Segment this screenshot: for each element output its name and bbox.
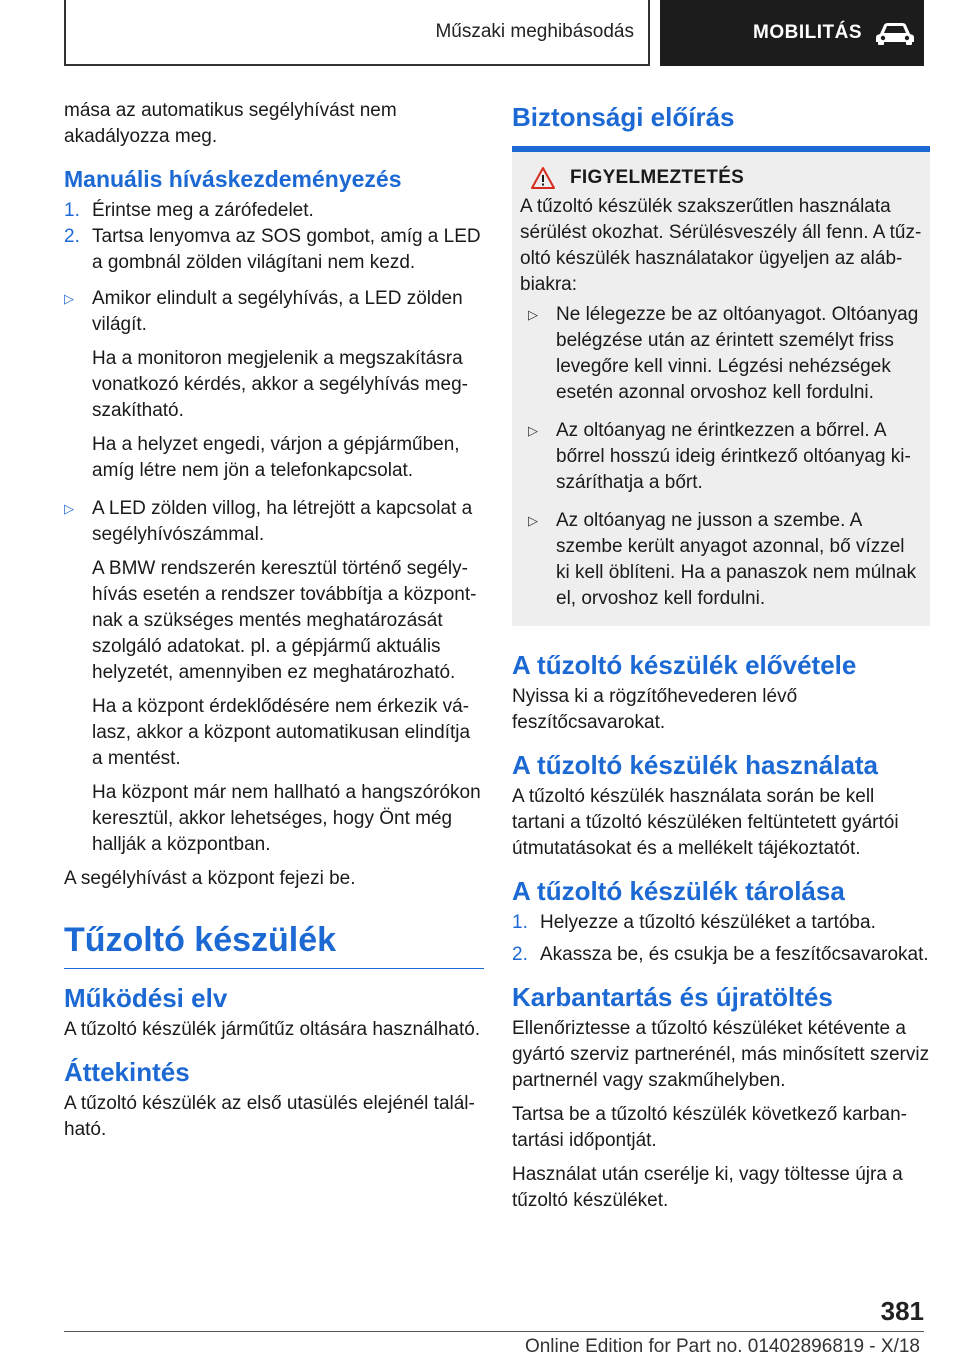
- triangle-bullet-icon: ▷: [528, 513, 538, 528]
- step-text: Tartsa lenyomva az SOS gombot, amíg a LED a gombnál zölden világítani nem kezd.: [92, 226, 481, 273]
- warning-bullet: [520, 418, 922, 504]
- use-heading: A tűzoltó készülék használata: [512, 750, 879, 780]
- page-header: [64, 0, 924, 66]
- closing-text: A segélyhívást a központ fejezi be.: [64, 868, 356, 889]
- section-tab: [64, 0, 650, 66]
- storage-steps: [512, 910, 930, 968]
- warning-bullet: [520, 508, 922, 612]
- chapter-title: MOBILITÁS: [753, 22, 862, 43]
- page-number: 381: [880, 1296, 924, 1326]
- edition-text: Online Edition for Part no. 01402896819 - X/18: [524, 1336, 920, 1357]
- list-item: [512, 910, 930, 936]
- intro-text: mása az automatikus segélyhívást nem akadályozza meg.: [64, 100, 397, 147]
- manual-call-heading: Manuális híváskezdeményezés: [64, 166, 402, 192]
- triangle-bullet-icon: ▷: [64, 291, 74, 306]
- bullet-text: Ha központ már nem hallható a hangszórókon keresztül, akkor lehetséges, hogy Önt még hallják a központban.: [92, 782, 481, 855]
- overview-heading: Áttekintés: [64, 1057, 190, 1087]
- principle-heading: Működési elv: [64, 983, 228, 1013]
- step-text: Érintse meg a zárófedelet.: [92, 200, 314, 221]
- bullet-text: Ha a központ érdeklődésére nem érkezik válasz, akkor a központ automatikusan elindítja a mentést.: [92, 696, 471, 769]
- bullet-item: [64, 496, 484, 866]
- chapter-tab[interactable]: [660, 0, 924, 66]
- triangle-bullet-icon: ▷: [64, 501, 74, 516]
- left-column: [64, 98, 484, 1151]
- page-title: Tűzoltó készülék: [64, 920, 484, 969]
- list-item: [512, 942, 930, 968]
- bullet-text: Amikor elindult a segélyhívás, a LED zölden világít.: [92, 288, 463, 335]
- car-icon: [874, 20, 916, 46]
- bullet-text: Az oltóanyag ne jusson a szembe. A szembe került anyagot azonnal, bő vízzel ki kell öblíteni. Ha a panaszok nem múlnak el, orvoshoz kell fordulni.: [556, 510, 917, 609]
- triangle-bullet-icon: ▷: [528, 423, 538, 438]
- right-column: [512, 98, 930, 1222]
- step-number: 1.: [512, 912, 528, 933]
- removal-text: Nyissa ki a rögzítőhevederen lévő feszítőcsavarokat.: [512, 686, 798, 733]
- section-title: Műszaki meghibásodás: [435, 21, 634, 42]
- list-item: [64, 198, 484, 224]
- removal-heading: A tűzoltó készülék elővétele: [512, 650, 857, 680]
- maintenance-text: Használat után cserélje ki, vagy töltesse újra a tűzoltó készüléket.: [512, 1164, 903, 1211]
- bullet-text: Ha a helyzet engedi, várjon a gépjárműben, amíg létre nem jön a telefonkapcsolat.: [92, 434, 460, 481]
- maintenance-text: Tartsa be a tűzoltó készülék következő karbantartási időpontját.: [512, 1104, 907, 1151]
- step-number: 1.: [64, 200, 80, 221]
- step-text: Akassza be, és csukja be a feszítőcsavarokat.: [540, 944, 929, 965]
- warning-box: [512, 152, 930, 626]
- warning-header: [520, 166, 922, 190]
- footer-divider: [64, 1331, 924, 1332]
- bullet-item: [64, 286, 484, 492]
- list-item: [64, 224, 484, 276]
- step-number: 2.: [64, 226, 80, 247]
- storage-heading: A tűzoltó készülék tárolása: [512, 876, 845, 906]
- maintenance-heading: Karbantartás és újratöltés: [512, 982, 833, 1012]
- principle-text: A tűzoltó készülék járműtűz oltására használható.: [64, 1019, 481, 1040]
- bullet-text: A LED zölden villog, ha létrejött a kapcsolat a segélyhívószámmal.: [92, 498, 473, 545]
- use-text: A tűzoltó készülék használata során be kell tartani a tűzoltó készüléken feltüntetett gyártói útmutatásokat és a mellékelt tájékoztatót.: [512, 786, 899, 859]
- overview-text: A tűzoltó készülék az első utasülés elejénél található.: [64, 1093, 475, 1140]
- warning-title: FIGYELMEZTETÉS: [570, 167, 745, 188]
- step-number: 2.: [512, 944, 528, 965]
- maintenance-text: Ellenőriztesse a tűzoltó készüléket kétévente a gyártó szerviz partnerénél, más minősített szerviz partnernél vagy szakműhelyben.: [512, 1018, 930, 1091]
- bullet-text: Ne lélegezze be az oltóanyagot. Oltóanyag belégzése után az érintett személyt friss levegőre kell vinni. Légzési nehézségek esetén azonnal orvoshoz kell fordulni.: [556, 304, 919, 403]
- warning-bullet: [520, 302, 922, 414]
- bullet-text: Az oltóanyag ne érintkezzen a bőrrel. A bőrrel hosszú ideig érintkező oltóanyag kiszáríthatja a bőrt.: [556, 420, 911, 493]
- bullet-text: A BMW rendszerén keresztül történő segélyhívás esetén a rendszer továbbítja a központnak a szükséges mentés meghatározását szolgáló adatokat. pl. a gépjármű aktuális helyzetét, amennyiben ez meghatározható.: [92, 558, 477, 683]
- triangle-bullet-icon: ▷: [528, 307, 538, 322]
- step-text: Helyezze a tűzoltó készüléket a tartóba.: [540, 912, 876, 933]
- warning-text: A tűzoltó készülék szakszerűtlen használata sérülést okozhat. Sérülésveszély áll fenn. A tűzoltó készülék használatakor ügyeljen az alábbiakra:: [520, 196, 922, 295]
- bullet-text: Ha a monitoron megjelenik a megszakításra vonatkozó kérdés, akkor a segélyhívás megszakítható.: [92, 348, 468, 421]
- manual-call-steps: [64, 198, 484, 276]
- safety-heading: Biztonsági előírás: [512, 100, 930, 152]
- warning-triangle-icon: [530, 166, 556, 190]
